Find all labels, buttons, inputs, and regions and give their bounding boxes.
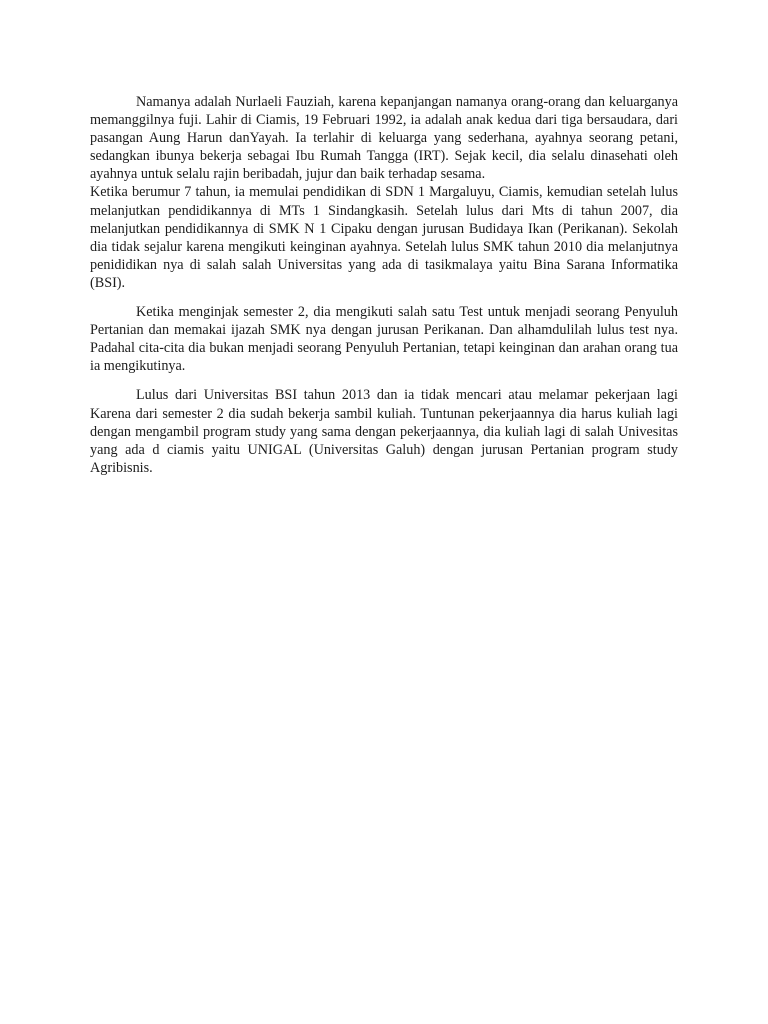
paragraph-education: Ketika berumur 7 tahun, ia memulai pendidikan di SDN 1 Margaluyu, Ciamis, kemudian setelah lulus melanjutkan pendidikannya di MTs 1 Sindangkasih. Setelah lulus dari Mts di tahun 2007, dia melanjutkan pendidikannya di SMK N 1 Cipaku dengan jurusan Budidaya Ikan (Perikanan). Sekolah dia tidak sejalur karena mengikuti keinginan ayahnya. Setelah lulus SMK tahun 2010 dia melanjutnya penididikan nya di salah salah Universitas yang ada di tasikmalaya yaitu Bina Sarana Informatika (BSI). [90,184,678,291]
document-body [90,93,678,477]
paragraph-graduation: Lulus dari Universitas BSI tahun 2013 dan ia tidak mencari atau melamar pekerjaan lagi Karena dari semester 2 dia sudah bekerja sambil kuliah. Tuntunan pekerjaannya dia harus kuliah lagi dengan mengambil program study yang sama dengan pekerjaannya, dia kuliah lagi di salah Univesitas yang ada d ciamis yaitu UNIGAL (Universitas Galuh) dengan jurusan Pertanian program study Agribisnis. [90,387,678,476]
paragraph-biography-intro: Namanya adalah Nurlaeli Fauziah, karena kepanjangan namanya orang-orang dan keluarganya memanggilnya fuji. Lahir di Ciamis, 19 Februari 1992, ia adalah anak kedua dari tiga bersaudara, dari pasangan Aung Harun danYayah. Ia terlahir di keluarga yang sederhana, ayahnya seorang petani, sedangkan ibunya bekerja sebagai Ibu Rumah Tangga (IRT). Sejak kecil, dia selalu dinasehati oleh ayahnya untuk selalu rajin beribadah, jujur dan baik terhadap sesama. [90,94,678,183]
paragraph-extension-test: Ketika menginjak semester 2, dia mengikuti salah satu Test untuk menjadi seorang Penyuluh Pertanian dan memakai ijazah SMK nya dengan jurusan Perikanan. Dan alhamdulilah lulus test nya. Padahal cita-cita dia bukan menjadi seorang Penyuluh Pertanian, tetapi keinginan dan arahan orang tua ia mengikutinya. [90,304,678,375]
